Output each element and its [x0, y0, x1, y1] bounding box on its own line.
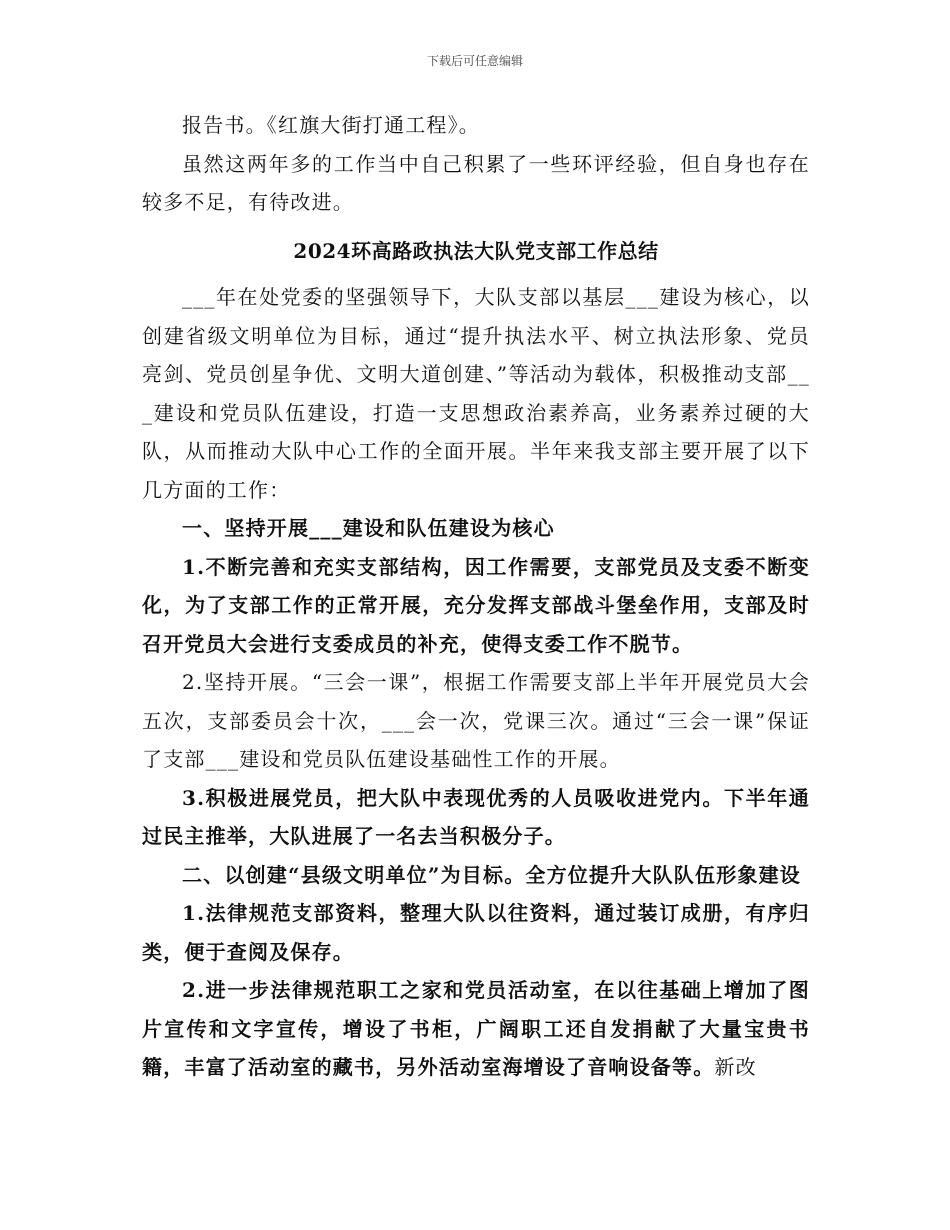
section-heading: 一、坚持开展___建设和队伍建设为核心: [182, 516, 555, 540]
paragraph: 1.法律规范支部资料，整理大队以往资料，通过装订成册，有序归类，便于查阅及保存。: [142, 901, 810, 964]
paragraph: 2.坚持开展。“三会一课”，根据工作需要支部上半年开展党员大会五次，支部委员会十次，___会一次，党课三次。通过“三会一课”保证了支部___建设和党员队伍建设基础性工作的开展。: [142, 670, 810, 771]
paragraph: 1.不断完善和充实支部结构，因工作需要，支部党员及支委不断变化，为了支部工作的正常开展，充分发挥支部战斗堡垒作用，支部及时召开党员大会进行支委成员的补充，使得支委工作不脱节。: [142, 554, 810, 656]
paragraph: 3.积极进展党员，把大队中表现优秀的人员吸收进党内。下半年通过民主推举，大队进展了一名去当积极分子。: [142, 785, 810, 848]
document-title: 2024环高路政执法大队党支部工作总结: [293, 238, 659, 263]
paragraph-tail-text: 新改: [714, 1055, 757, 1079]
section-heading: 二、以创建“县级文明单位”为目标。全方位提升大队队伍形象建设: [182, 862, 802, 887]
paragraph-bold-text: 2.进一步法律规范职工之家和党员活动室，在以往基础上增加了图片宣传和文字宣传，增设了书柜，广阔职工还自发捐献了大量宝贵书籍，丰富了活动室的藏书，另外活动室海增设了音响设备等。: [142, 978, 810, 1079]
paragraph: [142, 971, 810, 1087]
paragraph: 报告书。《红旗大街打通工程》。: [182, 113, 480, 137]
paragraph: ___年在处党委的坚强领导下，大队支部以基层___建设为核心，以创建省级文明单位为目标，通过“提升执法水平、树立执法形象、党员亮剑、党员创星争优、文明大道创建、”等活动为载体，积极推动支部___建设和党员队伍建设，打造一支思想政治素养高，业务素养过硬的大队，从而推动大队中心工作的全面开展。半年来我支部主要开展了以下几方面的工作：: [142, 285, 810, 502]
document-body: [142, 106, 810, 1087]
paragraph: 虽然这两年多的工作当中自己积累了一些环评经验，但自身也存在较多不足，有待改进。: [142, 151, 810, 214]
page-header: 下载后可任意编辑: [426, 54, 523, 68]
